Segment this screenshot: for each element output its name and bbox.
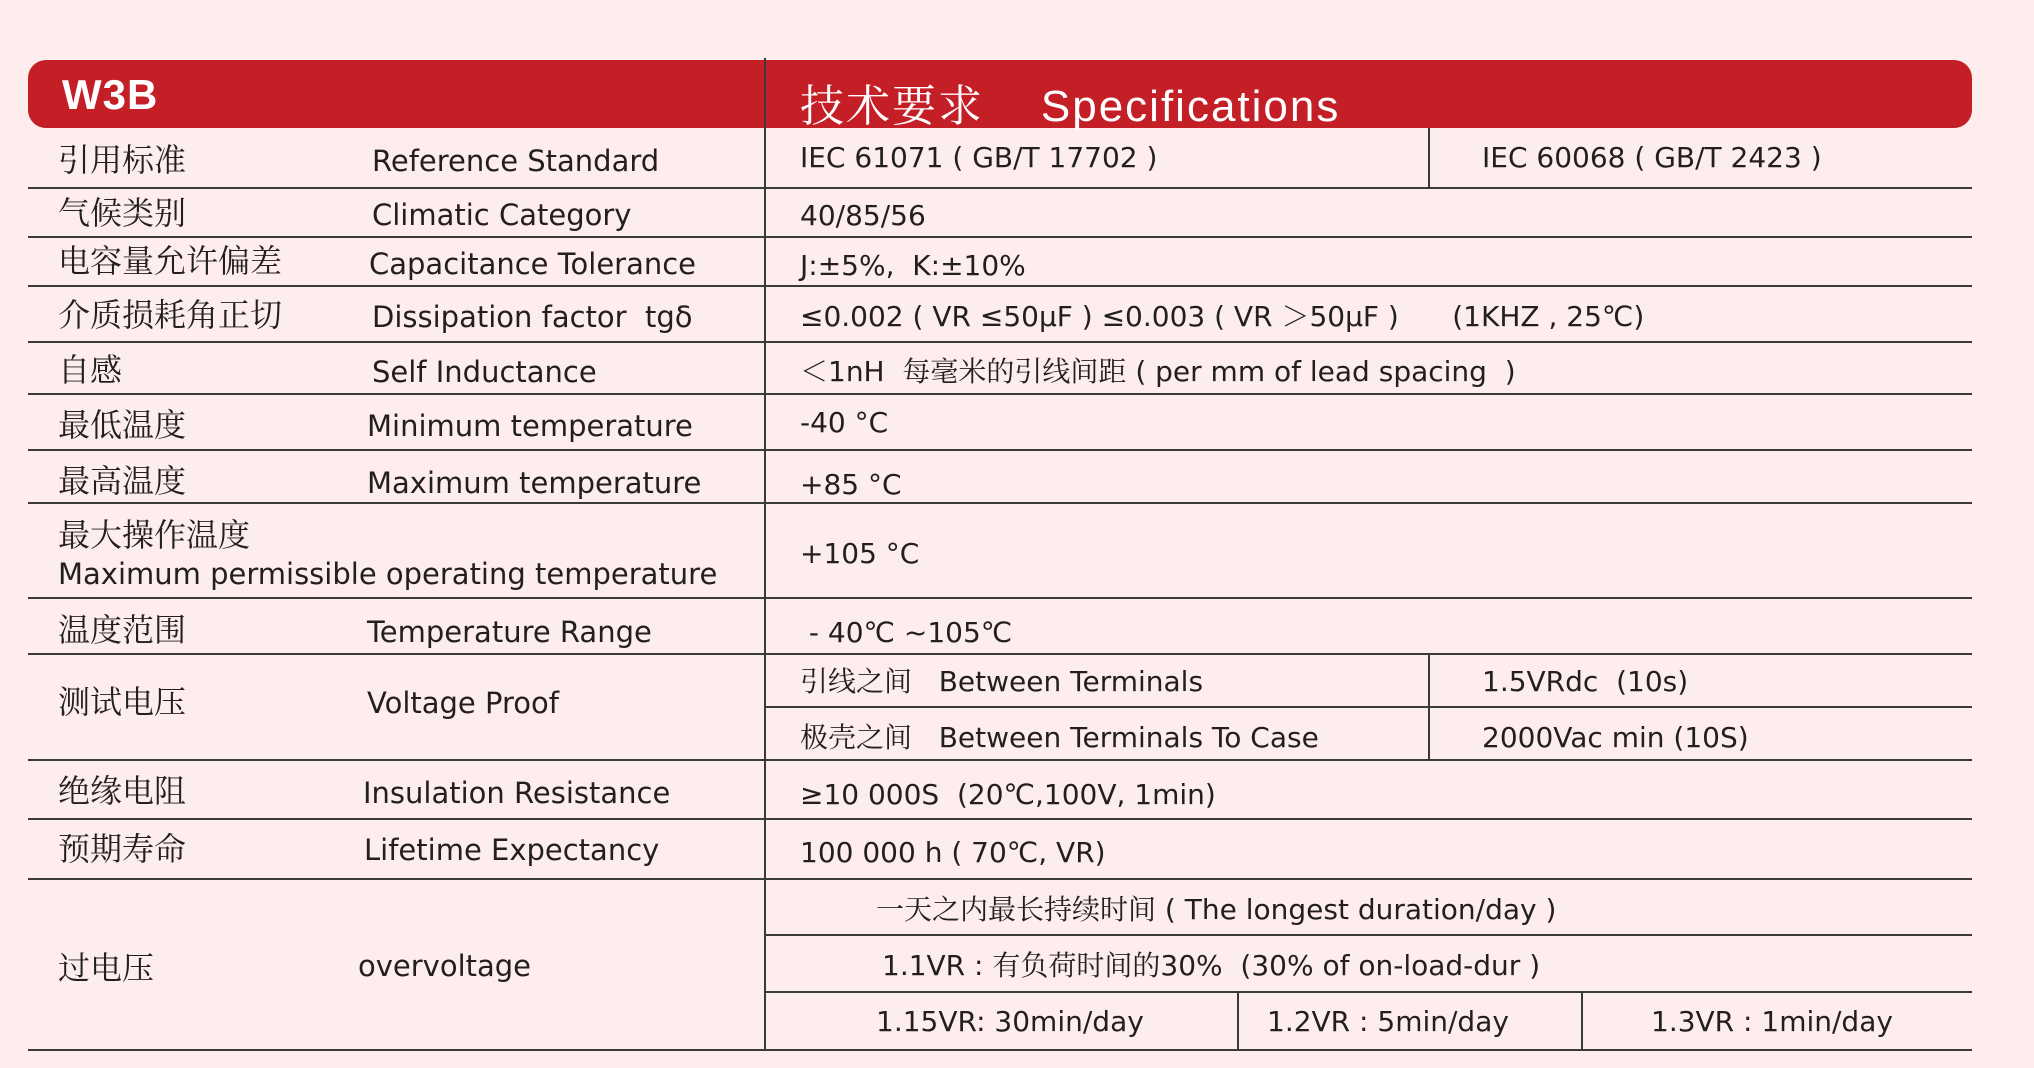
column-divider-standards xyxy=(1428,128,1430,188)
sub-row-divider xyxy=(764,934,1972,936)
row-en-label: Temperature Range xyxy=(367,615,652,649)
row-divider xyxy=(28,597,1972,599)
row-divider xyxy=(28,818,1972,820)
row-divider xyxy=(28,236,1972,238)
row-en-label: Minimum temperature xyxy=(367,409,693,443)
row-en-label: Insulation Resistance xyxy=(363,776,671,810)
row-cn-label: 气候类别 xyxy=(58,194,187,232)
row-en-label: overvoltage xyxy=(358,949,532,983)
row-divider xyxy=(28,285,1972,287)
row-divider xyxy=(28,393,1972,395)
row-en-label: Self Inductance xyxy=(372,355,597,389)
table-bottom-border xyxy=(28,1049,1972,1051)
row-cn-label: 绝缘电阻 xyxy=(58,772,187,810)
sub-row-divider xyxy=(764,706,1972,708)
column-divider xyxy=(764,58,766,1050)
sub-row-divider xyxy=(764,991,1972,993)
column-divider-overvoltage-2 xyxy=(1581,992,1583,1050)
row-en-label: Lifetime Expectancy xyxy=(364,833,660,867)
row-value: ≥10 000S (20℃,100V, 1min) xyxy=(800,778,1216,811)
row-value: - 40℃ ~105℃ xyxy=(800,616,1013,649)
overvoltage-duration-heading: 一天之内最长持续时间 ( The longest duration/day ) xyxy=(876,893,1557,926)
sub-row-label: 极壳之间 Between Terminals To Case xyxy=(800,721,1319,754)
row-en-label: Maximum temperature xyxy=(367,466,702,500)
row-en-label: Voltage Proof xyxy=(367,686,559,720)
row-divider xyxy=(28,341,1972,343)
row-divider xyxy=(28,449,1972,451)
row-cn-label: 温度范围 xyxy=(58,611,187,649)
row-cn-label: 电容量允许偏差 xyxy=(58,242,283,280)
row-en-label: Reference Standard xyxy=(372,144,660,178)
row-value: ＜1nH 每毫米的引线间距 ( per mm of lead spacing ) xyxy=(800,355,1516,388)
sub-row-value: 1.5VRdc (10s) xyxy=(1482,665,1689,698)
row-divider xyxy=(28,502,1972,504)
row-en-label: Capacitance Tolerance xyxy=(369,247,697,281)
row-value: 100 000 h ( 70℃, VR) xyxy=(800,836,1106,869)
row-value: IEC 61071 ( GB/T 17702 ) xyxy=(800,141,1158,174)
row-value: 40/85/56 xyxy=(800,199,926,232)
overvoltage-cell: 1.2VR : 5min/day xyxy=(1267,1005,1509,1038)
row-divider xyxy=(28,878,1972,880)
row-en-label: Maximum permissible operating temperature xyxy=(58,557,718,591)
column-divider-overvoltage-1 xyxy=(1237,992,1239,1050)
row-value: +105 °C xyxy=(800,537,920,570)
row-cn-label: 最低温度 xyxy=(58,406,187,444)
row-en-label: Dissipation factor tgδ xyxy=(372,300,693,334)
overvoltage-cell: 1.15VR: 30min/day xyxy=(876,1005,1144,1038)
overvoltage-1-1vr: 1.1VR : 有负荷时间的30% (30% of on-load-dur ) xyxy=(882,949,1541,982)
row-divider xyxy=(28,653,1972,655)
sub-row-label: 引线之间 Between Terminals xyxy=(800,665,1204,698)
row-divider xyxy=(28,187,1972,189)
row-cn-label: 预期寿命 xyxy=(58,830,187,868)
row-value: ≤0.002 ( VR ≤50μF ) ≤0.003 ( VR ＞50μF ) (1KHZ , 25℃) xyxy=(800,300,1645,333)
row-cn-label: 最大操作温度 xyxy=(58,516,251,554)
model-title: W3B xyxy=(62,71,159,118)
specifications-title: 技术要求 Specifications xyxy=(800,82,1341,131)
row-en-label: Climatic Category xyxy=(372,198,632,232)
row-cn-label: 自感 xyxy=(58,351,123,389)
row-value: J:±5%, K:±10% xyxy=(800,249,1026,282)
row-divider xyxy=(28,759,1972,761)
row-value: +85 °C xyxy=(800,468,902,501)
sub-row-value: 2000Vac min (10S) xyxy=(1482,721,1749,754)
row-value: -40 °C xyxy=(800,406,889,439)
row-cn-label: 测试电压 xyxy=(58,683,187,721)
row-cn-label: 过电压 xyxy=(58,949,155,987)
row-cn-label: 引用标准 xyxy=(58,141,187,179)
row-cn-label: 介质损耗角正切 xyxy=(58,296,283,334)
overvoltage-cell: 1.3VR : 1min/day xyxy=(1651,1005,1893,1038)
row-value-secondary: IEC 60068 ( GB/T 2423 ) xyxy=(1482,141,1822,174)
row-cn-label: 最高温度 xyxy=(58,462,187,500)
